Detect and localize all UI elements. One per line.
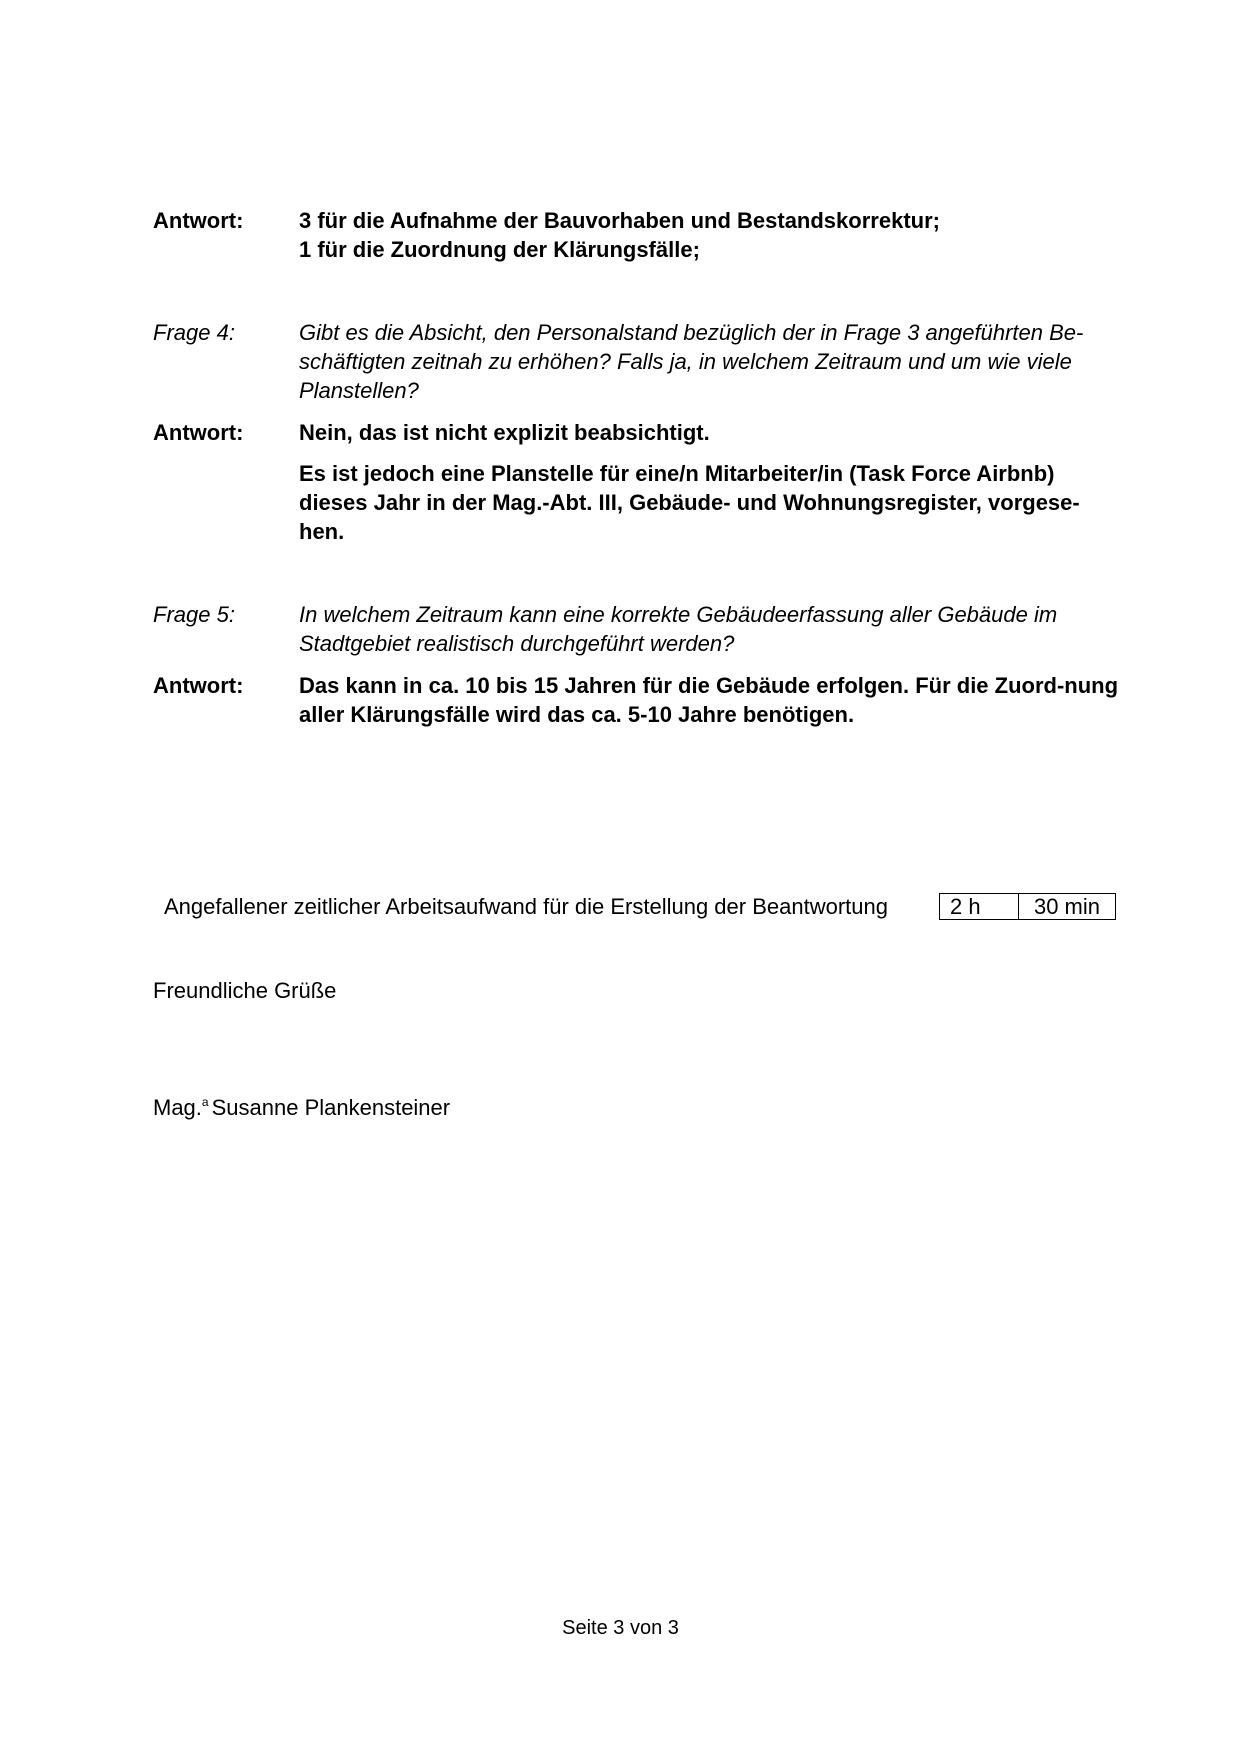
question5-text: In welchem Zeitraum kann eine korrekte Gebäudeerfassung aller Gebäude im Stadtgebiet realistisch durchgeführt werden?	[299, 602, 1058, 656]
answer4-text	[299, 418, 1119, 558]
signature-title: Mag.	[153, 1095, 202, 1120]
question5-label: Frage 5:	[153, 602, 235, 627]
signature-superscript: a	[201, 1095, 209, 1109]
effort-table	[939, 893, 1116, 920]
answer4-label: Antwort:	[153, 420, 244, 445]
answer3-text	[299, 206, 1119, 264]
answer4-paragraph-1: Nein, das ist nicht explizit beabsichtigt.	[299, 420, 710, 445]
effort-label: Angefallener zeitlicher Arbeitsaufwand für die Erstellung der Beantwortung	[164, 894, 888, 919]
answer3-line-1: 3 für die Aufnahme der Bauvorhaben und Bestandskorrektur;	[299, 208, 940, 233]
answer5-label: Antwort:	[153, 673, 244, 698]
effort-hours: 2 h	[940, 894, 1019, 920]
answer4-paragraph-2: Es ist jedoch eine Planstelle für eine/n Mitarbeiter/in (Task Force Airbnb) dieses Jahr in der Mag.-Abt. III, Gebäude- und Wohnungsregister, vorgese-hen.	[299, 461, 1080, 544]
question4-label: Frage 4:	[153, 320, 235, 345]
signature	[153, 1088, 450, 1122]
closing-greeting: Freundliche Grüße	[153, 978, 337, 1003]
question4-text: Gibt es die Absicht, den Personalstand bezüglich der in Frage 3 angeführten Be-schäftigten zeitnah zu erhöhen? Falls ja, in welchem Zeitraum und um wie viele Planstellen?	[299, 320, 1084, 403]
answer3-line-2: 1 für die Zuordnung der Klärungsfälle;	[299, 237, 700, 262]
page-footer: Seite 3 von 3	[562, 1617, 679, 1639]
answer5-text: Das kann in ca. 10 bis 15 Jahren für die Gebäude erfolgen. Für die Zuord-nung aller Klärungsfälle wird das ca. 5-10 Jahre benötigen.	[299, 673, 1119, 727]
signature-name: Susanne Plankensteiner	[211, 1095, 451, 1120]
answer3-label: Antwort:	[153, 208, 244, 233]
effort-minutes: 30 min	[1019, 894, 1116, 920]
